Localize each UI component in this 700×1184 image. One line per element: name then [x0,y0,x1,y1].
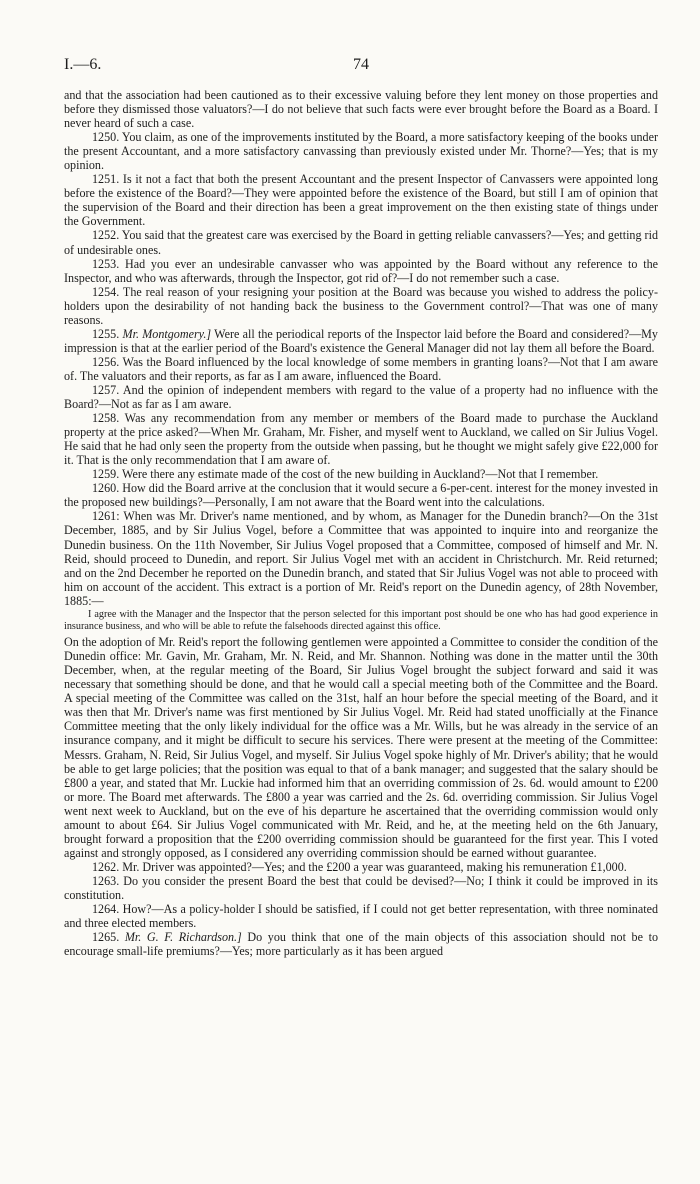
paragraph-1264: 1264. How?—As a policy-holder I should be satisfied, if I could not get better representation, with three nominated and three elected members. [64,902,658,931]
report-extract-quote: I agree with the Manager and the Inspector that the person selected for this important post should be one who has had good experience in insurance business, and who will be able to refute the falsehoods directed against this office. [64,608,658,632]
page-number: 74 [353,56,369,73]
page-header [64,56,658,76]
paragraph-1253: 1253. Had you ever an undesirable canvasser who was appointed by the Board without any reference to the Inspector, and who was afterwards, through the Inspector, got rid of?—I do not remember such a case. [64,256,658,285]
paragraph-1254: 1254. The real reason of your resigning your position at the Board was because you wished to address the policy-holders upon the desirability of not handing back the business to the Government control?—That was one of many reasons. [64,284,658,327]
paragraph-1255 [64,327,658,355]
paragraph-1261-continued: On the adoption of Mr. Reid's report the following gentlemen were appointed a Committee to consider the condition of the Dunedin office: Mr. Gavin, Mr. Graham, Mr. N. Reid, and Mr. Shannon. Nothing was done in the matter until the 30th December, when, at the regular meeting of the Board, Sir Julius Vogel brought the subject forward and said it was necessary that something should be done, and that he would call a special meeting both of the Committee and the Board. A special meeting of the Committee was called on the 31st, half an hour before the special meeting of the Board, and it was then that Mr. Driver's name was first mentioned by Sir Julius Vogel. Mr. Reid had stated unofficially at the Finance Committee meeting that the only likely individual for the office was a Mr. Wills, but he was already in the service of an insurance company, and it might be difficult to secure his services. There were present at the meeting of the Committee: Messrs. Graham, N. Reid, Sir Julius Vogel, and myself. Sir Julius Vogel spoke highly of Mr. Driver's ability; that he would be able to get large policies; that the position was equal to that of a bank manager; and suggested that the salary should be £800 a year, and stated that Mr. Luckie had informed him that an overriding commission of 2s. 6d. would amount to £200 or more. The Board met afterwards. The £800 a year was carried and the 2s. 6d. overriding commission. Sir Julius Vogel went next week to Auckland, but on the eve of his departure he ascertained that the overriding commission would only amount to about £64. Sir Julius Vogel communicated with Mr. Reid, and he, at the meeting held on the 6th January, brought forward a proposition that the £200 overriding commission should be guaranteed for the first year. This I voted against and strongly opposed, as I considered any overriding commission should be earned without guarantee. [64,635,658,860]
paragraph-text: Were all the periodical reports of the Inspector laid before the Board and considered?—My impression is that at the earlier period of the Board's existence the General Manager did not lay them all before the Board. [64,326,658,355]
paragraph-1259: 1259. Were there any estimate made of the cost of the new building in Auckland?—Not that I remember. [92,467,599,482]
document-body [64,88,658,958]
paragraph-1261: 1261: When was Mr. Driver's name mentioned, and by whom, as Manager for the Dunedin branch?—On the 31st December, 1885, and by Sir Julius Vogel, before a Committee that was appointed to inquire into and reorganize the Dunedin business. On the 11th November, Sir Julius Vogel proposed that a Committee, composed of himself and Mr. N. Reid, should proceed to Dunedin, and report. Sir Julius Vogel met with an accident in Christchurch. Mr. Reid returned; and on the 2nd December he reported on the Dunedin branch, and stated that Sir Julius Vogel was not able to proceed with him on account of the accident. This extract is a portion of Mr. Reid's report on the Dunedin agency, of 28th November, 1885:— [64,509,658,608]
speaker-name: Mr. Montgomery.] [122,326,212,341]
paragraph-1257: 1257. And the opinion of independent members with regard to the value of a property had no influence with the Board?—Not as far as I am aware. [64,382,658,412]
question-number: 1265. [92,930,120,945]
paragraph-1250: 1250. You claim, as one of the improvements instituted by the Board, a more satisfactory keeping of the books under the present Accountant, and a more satisfactory canvassing than previously existed under Mr. Thorne?—Yes; that is my opinion. [64,130,658,173]
document-reference: I.—6. [64,56,102,73]
paragraph-1258: 1258. Was any recommendation from any member or members of the Board made to purchase the Auckland property at the price asked?—When Mr. Graham, Mr. Fisher, and myself went to Auckland, we called on Sir Julius Vogel. He said that he had only seen the property from the outside when passing, but he thought we might safely give £22,000 for it. That is the only recommendation that I am aware of. [64,411,658,468]
paragraph-1252: 1252. You said that the greatest care was exercised by the Board in getting reliable canvassers?—Yes; and getting rid of undesirable ones. [64,228,658,257]
speaker-name: Mr. G. F. Richardson.] [124,930,242,945]
question-number: 1255. [92,326,120,341]
paragraph-1260: 1260. How did the Board arrive at the conclusion that it would secure a 6-per-cent. interest for the money invested in the proposed new buildings?—Personally, I am not aware that the Board went into the calculations. [64,481,658,510]
paragraph-1265 [64,930,658,958]
paragraph-1251: 1251. Is it not a fact that both the present Accountant and the present Inspector of Canvassers were appointed long before the existence of the Board?—They were appointed before the existence of the Board, but still I am of opinion that the supervision of the Board and their direction has been a great improvement on the then existing state of things under the Government. [64,172,658,229]
paragraph-text: Do you think that one of the main objects of this association should not be to encourage small-life premiums?—Yes; more particularly as it has been argued [64,930,658,959]
paragraph-1262: 1262. Mr. Driver was appointed?—Yes; and the £200 a year was guaranteed, making his remuneration £1,000. [92,859,627,874]
paragraph: and that the association had been cautioned as to their excessive valuing before they lent money on those properties and before they dismissed those valuators?—I do not believe that such facts were ever brought before the Board as a Board. I never heard of such a case. [64,88,658,131]
paragraph-1256: 1256. Was the Board influenced by the local knowledge of some members in granting loans?—Not that I am aware of. The valuators and their reports, as far as I am aware, influenced the Board. [64,354,658,383]
paragraph-1263: 1263. Do you consider the present Board the best that could be devised?—No; I think it could be improved in its constitution. [64,873,658,902]
